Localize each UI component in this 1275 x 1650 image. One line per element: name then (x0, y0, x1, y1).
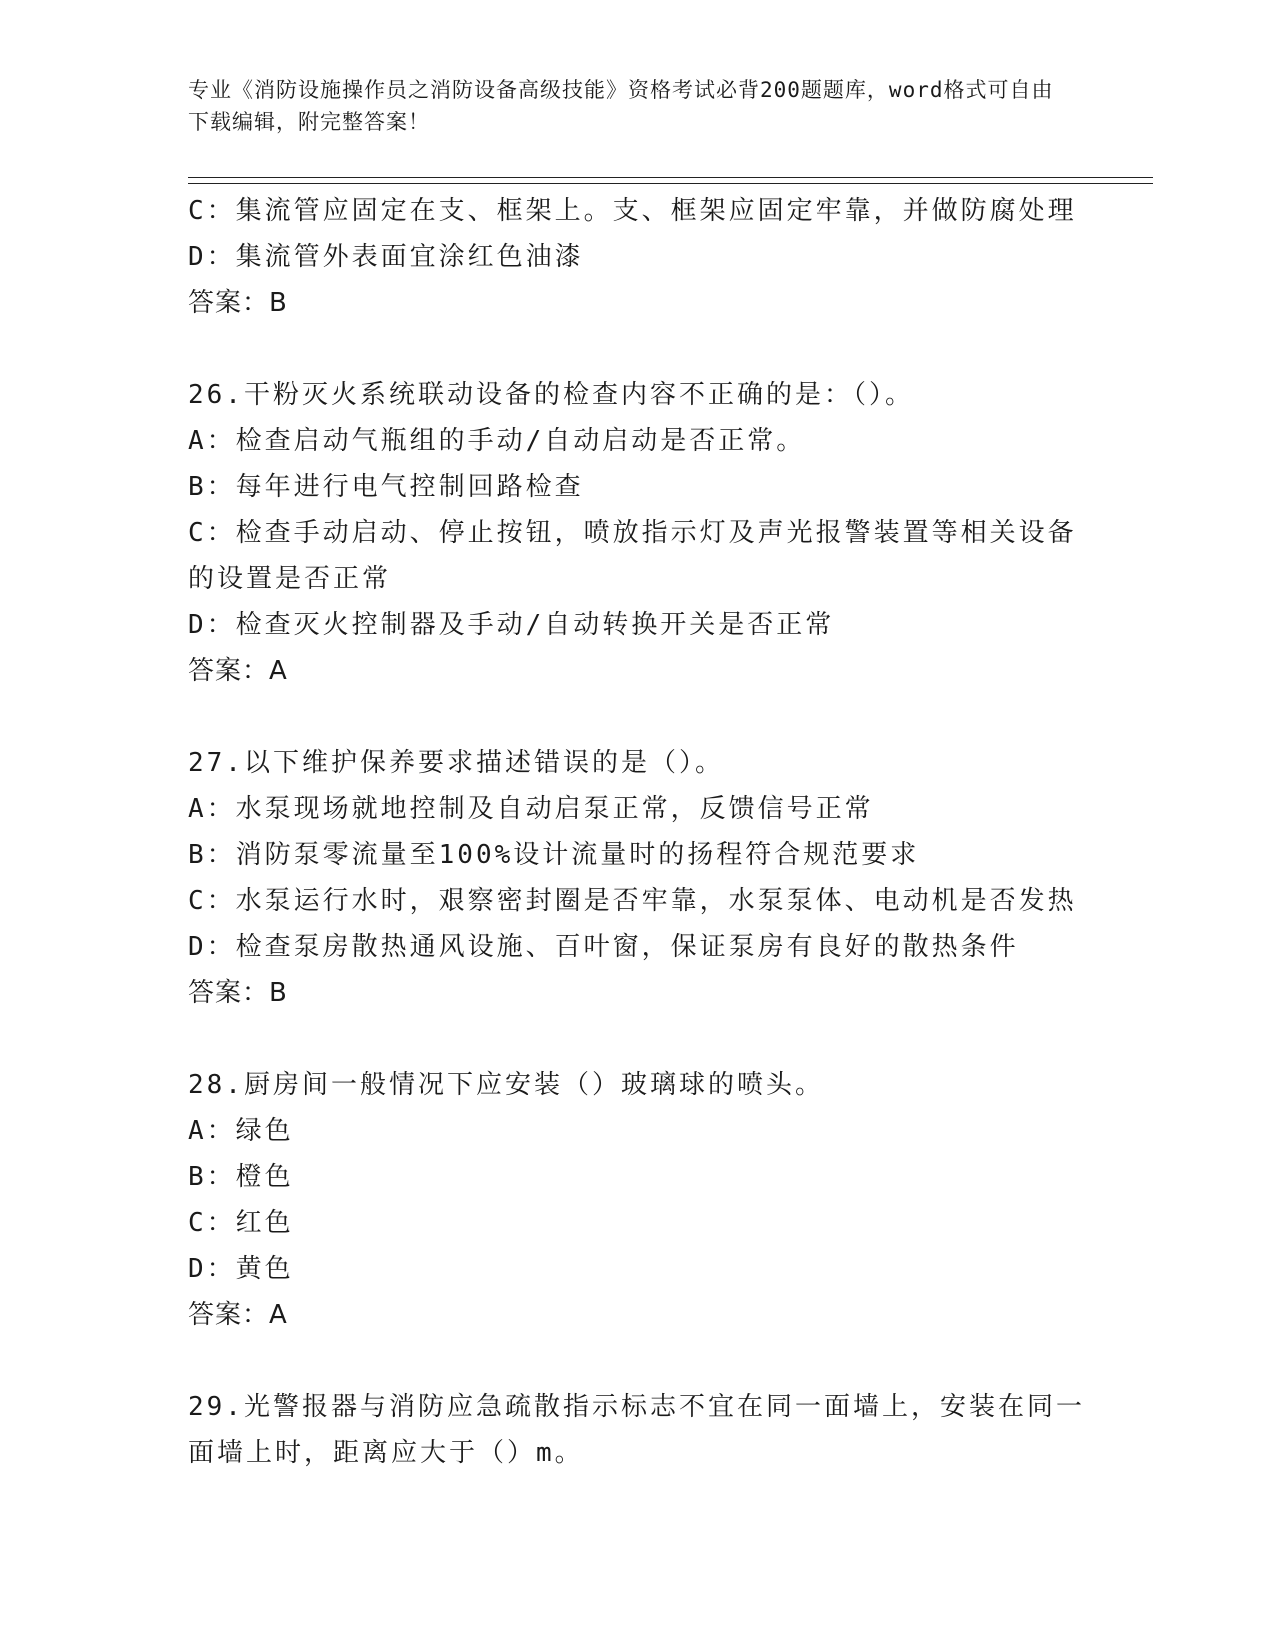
option-c: C：检查手动启动、停止按钮，喷放指示灯及声光报警装置等相关设备 (188, 518, 1077, 548)
answer-line: 答案：B (188, 978, 288, 1008)
document-header: 专业《消防设施操作员之消防设备高级技能》资格考试必背200题题库，word格式可自由下载编辑，附完整答案！ (188, 78, 1054, 134)
option-d: D：集流管外表面宜涂红色油漆 (188, 242, 584, 272)
option-b: B：消防泵零流量至100%设计流量时的扬程符合规范要求 (188, 840, 920, 870)
option-a: A：检查启动气瓶组的手动/自动启动是否正常。 (188, 426, 806, 456)
answer-line: 答案：B (188, 288, 288, 318)
question-title: 26.干粉灭火系统联动设备的检查内容不正确的是：（）。 (188, 380, 914, 410)
header-rule-top (188, 177, 1153, 178)
option-d: D：黄色 (188, 1254, 294, 1284)
option-b: B：橙色 (188, 1162, 294, 1192)
option-c: C：水泵运行水时，艰察密封圈是否牢靠，水泵泵体、电动机是否发热 (188, 886, 1077, 916)
question-title-continued: 面墙上时，距离应大于（）m。 (188, 1438, 584, 1468)
answer-line: 答案：A (188, 1300, 288, 1330)
option-a: A：水泵现场就地控制及自动启泵正常，反馈信号正常 (188, 794, 874, 824)
option-d: D：检查灭火控制器及手动/自动转换开关是否正常 (188, 610, 835, 640)
document-body (188, 188, 1085, 1476)
option-c: C：集流管应固定在支、框架上。支、框架应固定牢靠，并做防腐处理 (188, 196, 1077, 226)
option-c: C：红色 (188, 1208, 294, 1238)
question-title: 29.光警报器与消防应急疏散指示标志不宜在同一面墙上，安装在同一 (188, 1392, 1085, 1422)
spacer (188, 694, 1068, 740)
question-title: 27.以下维护保养要求描述错误的是（）。 (188, 748, 724, 778)
spacer (188, 1338, 1068, 1384)
option-d: D：检查泵房散热通风设施、百叶窗，保证泵房有良好的散热条件 (188, 932, 1019, 962)
answer-line: 答案：A (188, 656, 288, 686)
question-title: 28.厨房间一般情况下应安装（）玻璃球的喷头。 (188, 1070, 824, 1100)
option-c-continued: 的设置是否正常 (188, 564, 392, 594)
header-rule-bottom (188, 183, 1153, 184)
spacer (188, 326, 1068, 372)
option-a: A：绿色 (188, 1116, 294, 1146)
option-b: B：每年进行电气控制回路检查 (188, 472, 584, 502)
spacer (188, 1016, 1068, 1062)
